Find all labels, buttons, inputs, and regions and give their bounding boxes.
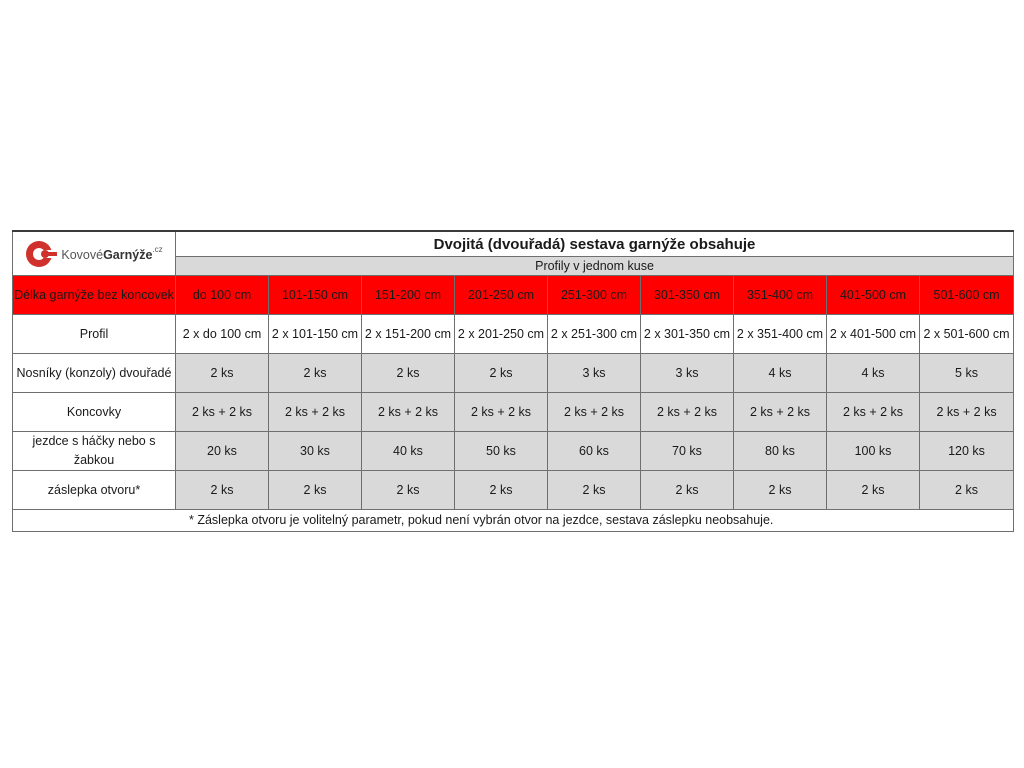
header-label: Délka garnýže bez koncovek (13, 276, 176, 315)
table-cell: 2 ks (362, 354, 455, 393)
table-cell: 2 ks + 2 ks (176, 393, 269, 432)
table-cell: 3 ks (641, 354, 734, 393)
table-row-zaslepka (13, 471, 1014, 510)
table-row-jezdce (13, 432, 1014, 471)
table-cell: 2 x 351-400 cm (734, 315, 827, 354)
table-cell: 2 x 501-600 cm (920, 315, 1014, 354)
header-range: 351-400 cm (734, 276, 827, 315)
table-cell: 20 ks (176, 432, 269, 471)
table-cell: 2 x 251-300 cm (548, 315, 641, 354)
table-cell: 120 ks (920, 432, 1014, 471)
table-cell: 50 ks (455, 432, 548, 471)
table-row-profil (13, 315, 1014, 354)
row-label: Nosníky (konzoly) dvouřadé (13, 354, 176, 393)
header-row (13, 276, 1014, 315)
table-cell: 2 ks + 2 ks (920, 393, 1014, 432)
table-cell: 2 ks + 2 ks (734, 393, 827, 432)
kovove-garnyze-logo (13, 233, 175, 275)
table-cell: 2 ks (362, 471, 455, 510)
table-cell: 2 x do 100 cm (176, 315, 269, 354)
row-label: Koncovky (13, 393, 176, 432)
table-cell: 2 ks (176, 471, 269, 510)
table-cell: 100 ks (827, 432, 920, 471)
table-cell: 2 ks (176, 354, 269, 393)
table-cell: 2 ks + 2 ks (269, 393, 362, 432)
header-range: 501-600 cm (920, 276, 1014, 315)
logo-prefix: Kovové (61, 248, 104, 263)
table-cell: 5 ks (920, 354, 1014, 393)
table-cell: 2 x 101-150 cm (269, 315, 362, 354)
header-range: 151-200 cm (362, 276, 455, 315)
table-cell: 80 ks (734, 432, 827, 471)
table-cell: 2 ks (269, 471, 362, 510)
logo-cell (13, 231, 176, 276)
header-range: 401-500 cm (827, 276, 920, 315)
header-range: 251-300 cm (548, 276, 641, 315)
table-cell: 2 x 301-350 cm (641, 315, 734, 354)
table-cell: 2 ks (920, 471, 1014, 510)
table-cell: 60 ks (548, 432, 641, 471)
table-cell: 2 ks + 2 ks (455, 393, 548, 432)
table-row-nosniky (13, 354, 1014, 393)
table-row-koncovky (13, 393, 1014, 432)
header-range: 101-150 cm (269, 276, 362, 315)
header-range: do 100 cm (176, 276, 269, 315)
logo-suffix: .cz (152, 244, 163, 254)
table-cell: 2 ks (269, 354, 362, 393)
header-range: 301-350 cm (641, 276, 734, 315)
table-cell: 3 ks (548, 354, 641, 393)
table-cell: 4 ks (734, 354, 827, 393)
row-label: záslepka otvoru* (13, 471, 176, 510)
footnote: * Záslepka otvoru je volitelný parametr, pokud není vybrán otvor na jezdce, sestava záslepku neobsahuje. (13, 510, 1014, 532)
table-subtitle: Profily v jednom kuse (176, 257, 1014, 276)
table-cell: 4 ks (827, 354, 920, 393)
table-cell: 2 ks + 2 ks (641, 393, 734, 432)
table-title: Dvojitá (dvouřadá) sestava garnýže obsahuje (176, 231, 1014, 257)
logo-mark-icon (25, 239, 59, 269)
header-range: 201-250 cm (455, 276, 548, 315)
table-cell: 2 ks + 2 ks (362, 393, 455, 432)
table-cell: 40 ks (362, 432, 455, 471)
garnyze-spec-table (12, 230, 1014, 532)
row-label: Profil (13, 315, 176, 354)
table-cell: 2 ks (734, 471, 827, 510)
table-cell: 2 x 401-500 cm (827, 315, 920, 354)
table-cell: 2 ks + 2 ks (548, 393, 641, 432)
table-cell: 2 ks (455, 354, 548, 393)
table-cell: 2 ks (641, 471, 734, 510)
table-cell: 2 ks (548, 471, 641, 510)
table-cell: 2 ks (455, 471, 548, 510)
row-label: jezdce s háčky nebo s žabkou (13, 432, 176, 471)
table-cell: 2 x 201-250 cm (455, 315, 548, 354)
logo-brand: Garnýže (103, 248, 153, 263)
table-cell: 2 x 151-200 cm (362, 315, 455, 354)
table-cell: 30 ks (269, 432, 362, 471)
table-cell: 70 ks (641, 432, 734, 471)
table-cell: 2 ks (827, 471, 920, 510)
table-cell: 2 ks + 2 ks (827, 393, 920, 432)
